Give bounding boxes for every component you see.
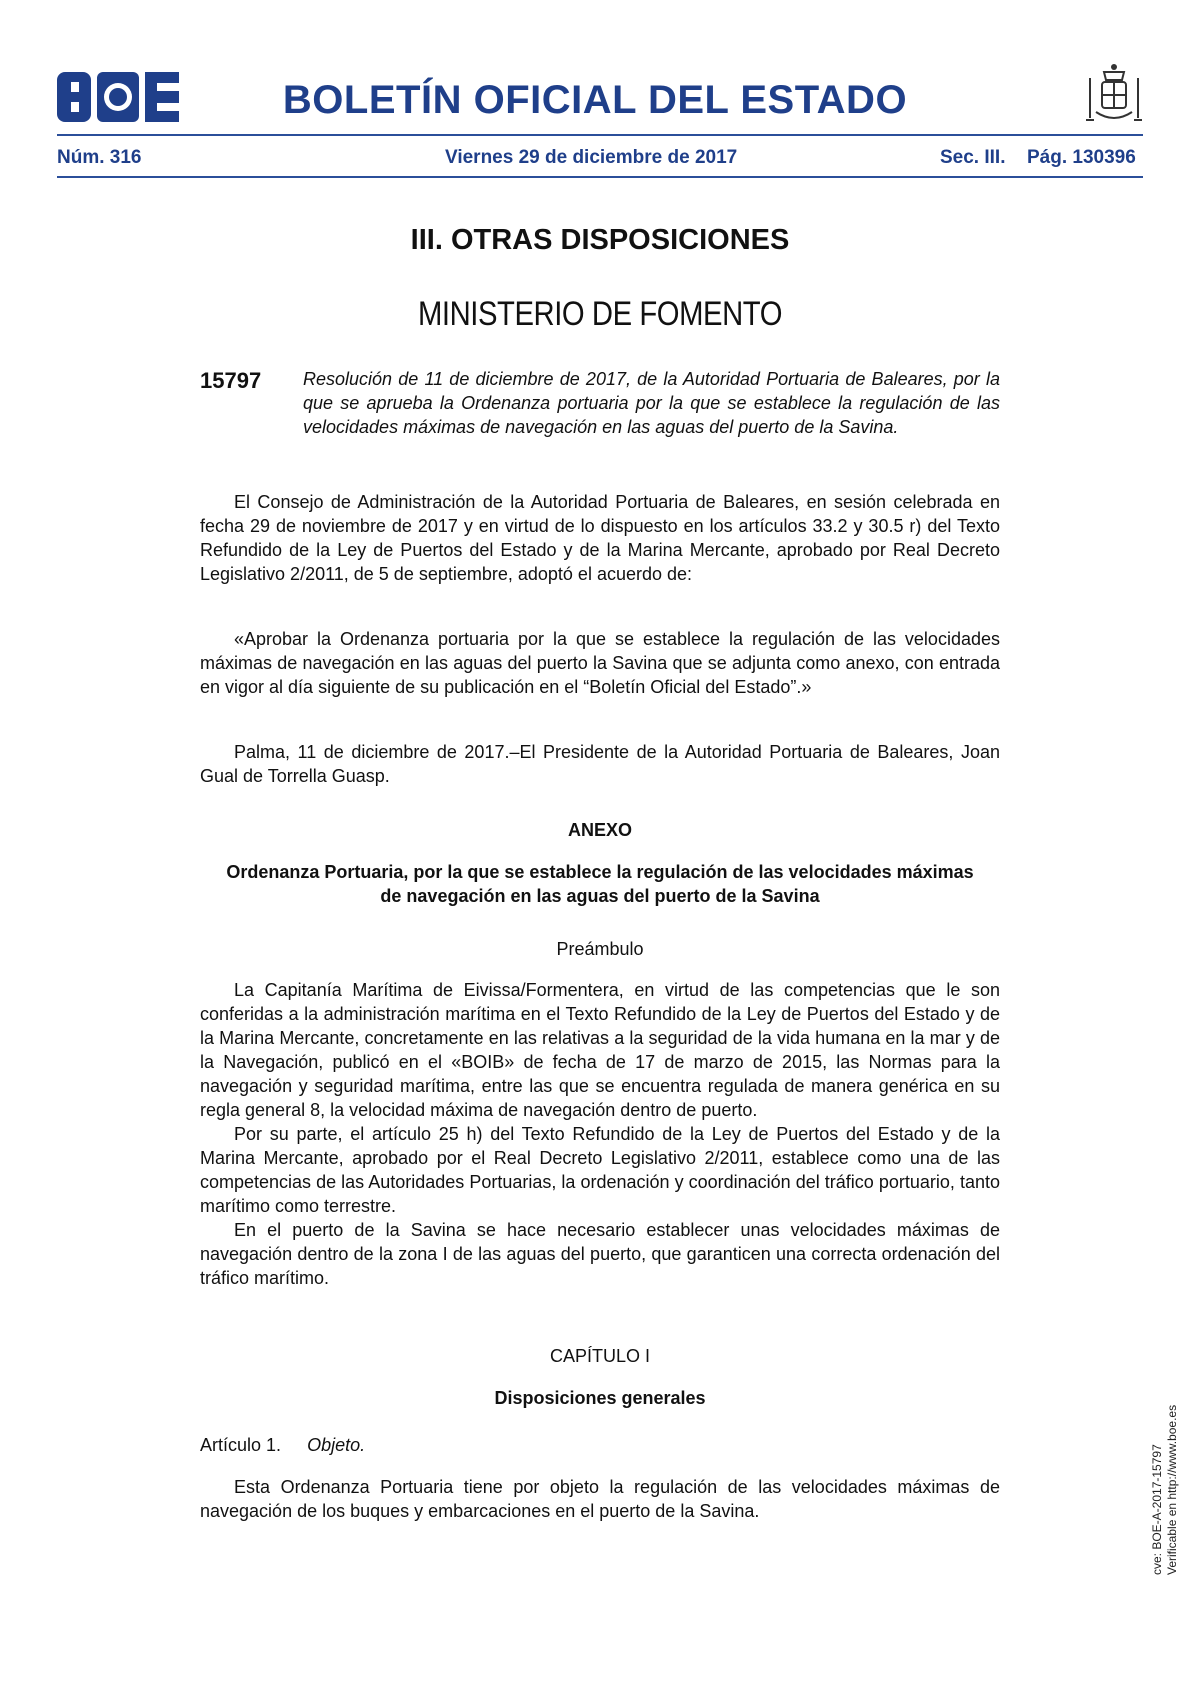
signature-paragraph: Palma, 11 de diciembre de 2017.–El Presidente de la Autoridad Portuaria de Baleares, Joan Gual de Torrella Guasp. xyxy=(200,742,1000,786)
masthead-title: BOLETÍN OFICIAL DEL ESTADO xyxy=(282,78,908,122)
intro-paragraph-2: «Aprobar la Ordenanza portuaria por la que se establece la regulación de las velocidades máximas de navegación en las aguas del puerto la Savina que se adjunta como anexo, con entrada en vigor al día siguiente de su publicación en el “Boletín Oficial del Estado”.» xyxy=(200,629,1000,697)
header-rule-bottom xyxy=(57,176,1143,178)
resolution-number: 15797 xyxy=(200,368,262,393)
preamble-text xyxy=(200,978,1000,1290)
preamble-paragraph-2: Por su parte, el artículo 25 h) del Texto Refundido de la Ley de Puertos del Estado y de la Marina Mercante, aprobado por el Real Decreto Legislativo 2/2011, establece como una de las competencias de las Autoridades Portuarias, la ordenación y coordinación del tráfico portuario, tanto marítimo como terrestre. xyxy=(200,1124,1000,1216)
issue-number: Núm. 316 xyxy=(57,147,142,168)
verification-note xyxy=(1150,1375,1180,1575)
chapter-label: CAPÍTULO I xyxy=(549,1346,651,1366)
resolution-title: Resolución de 11 de diciembre de 2017, de la Autoridad Portuaria de Baleares, por la que se aprueba la Ordenanza portuaria por la que se establece la regulación de las velocidades máximas de navegación en las aguas del puerto de la Savina. xyxy=(303,369,1000,437)
preamble-paragraph-1: La Capitanía Marítima de Eivissa/Formentera, en virtud de las competencias que le son conferidas a la administración marítima en el Texto Refundido de la Ley de Puertos del Estado y de la Marina Mercante, concretamente en las relativas a la seguridad de la vida humana en la mar y de la Navegación, publicó en el «BOIB» de fecha de 17 de marzo de 2015, las Normas para la navegación y seguridad marítima, entre las que se encuentra regulada de manera genérica en su regla general 8, la velocidad máxima de navegación dentro de puerto. xyxy=(200,980,1000,1120)
page-number: Pág. 130396 xyxy=(1027,147,1136,168)
issue-date: Viernes 29 de diciembre de 2017 xyxy=(445,147,738,168)
preamble-paragraph-3: En el puerto de la Savina se hace necesario establecer unas velocidades máximas de navegación dentro de la zona I de las aguas del puerto, que garanticen una correcta ordenación del tráfico marítimo. xyxy=(200,1220,1000,1288)
article-title: Objeto. xyxy=(307,1435,366,1455)
annex-title: Ordenanza Portuaria, por la que se establece la regulación de las velocidades máximas de navegación en las aguas del puerto de la Savina xyxy=(226,862,974,906)
boe-logo xyxy=(57,72,179,122)
header-rule-top xyxy=(57,134,1143,136)
cve-code: cve: BOE-A-2017-15797 xyxy=(1150,1444,1164,1575)
ministry-title: MINISTERIO DE FOMENTO xyxy=(417,295,783,333)
intro-paragraph-1: El Consejo de Administración de la Autoridad Portuaria de Baleares, en sesión celebrada en fecha 29 de noviembre de 2017 y en virtud de lo dispuesto en los artículos 33.2 y 30.5 r) del Texto Refundido de la Ley de Puertos del Estado y de la Marina Mercante, aprobado por Real Decreto Legislativo 2/2011, de 5 de septiembre, adoptó el acuerdo de: xyxy=(200,492,1000,584)
article-text: Esta Ordenanza Portuaria tiene por objeto la regulación de las velocidades máximas de navegación de los buques y embarcaciones en el puerto de la Savina. xyxy=(200,1477,1000,1521)
chapter-title: Disposiciones generales xyxy=(494,1388,706,1408)
article-heading xyxy=(200,1433,365,1457)
verify-link[interactable]: Verificable en http://www.boe.es xyxy=(1165,1404,1179,1575)
coat-of-arms-icon xyxy=(1082,60,1146,130)
preamble-label: Preámbulo xyxy=(556,939,644,959)
section-label: Sec. III. xyxy=(940,147,1006,168)
article-label: Artículo 1. xyxy=(200,1435,282,1455)
section-title: III. OTRAS DISPOSICIONES xyxy=(410,224,790,256)
annex-label: ANEXO xyxy=(567,820,632,840)
